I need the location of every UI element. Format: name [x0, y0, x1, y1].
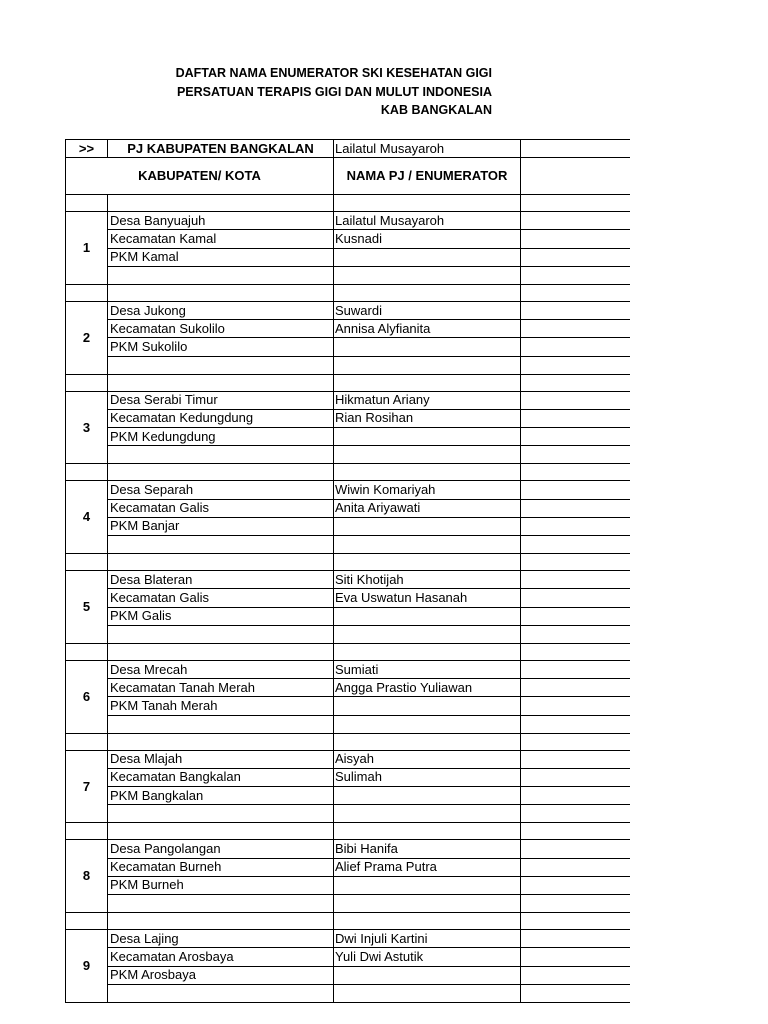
table-row — [66, 715, 631, 733]
location-cell: Desa Separah — [108, 481, 334, 499]
empty-cell — [334, 643, 521, 660]
spacer-row — [66, 913, 631, 930]
empty-cell — [521, 517, 631, 535]
empty-cell — [108, 356, 334, 374]
table-row — [66, 787, 631, 805]
enumerator-name-cell — [334, 338, 521, 356]
empty-cell — [521, 930, 631, 948]
location-cell: PKM Tanah Merah — [108, 697, 334, 715]
table-row — [66, 266, 631, 284]
empty-cell — [521, 643, 631, 660]
empty-cell — [521, 607, 631, 625]
empty-cell — [108, 643, 334, 660]
empty-cell — [521, 374, 631, 391]
document-title: DAFTAR NAMA ENUMERATOR SKI KESEHATAN GIGI — [175, 66, 492, 80]
location-cell: Kecamatan Bangkalan — [108, 768, 334, 786]
empty-cell — [66, 554, 108, 571]
enumerator-name-cell: Suwardi — [334, 301, 521, 319]
empty-cell — [521, 715, 631, 733]
table-row — [66, 876, 631, 894]
pj-marker: >> — [66, 140, 108, 158]
enumerator-name-cell: Yuli Dwi Astutik — [334, 948, 521, 966]
empty-cell — [521, 876, 631, 894]
empty-cell — [334, 195, 521, 212]
enumerator-name-cell — [334, 697, 521, 715]
empty-cell — [521, 195, 631, 212]
location-cell: PKM Kedungdung — [108, 428, 334, 446]
empty-cell — [521, 948, 631, 966]
table-row — [66, 536, 631, 554]
table-row — [66, 930, 631, 948]
empty-cell — [521, 428, 631, 446]
group-number: 6 — [66, 660, 108, 733]
document-subtitle: PERSATUAN TERAPIS GIGI DAN MULUT INDONESIA — [176, 85, 492, 99]
spacer-row — [66, 733, 631, 750]
empty-cell — [334, 536, 521, 554]
location-cell: PKM Bangkalan — [108, 787, 334, 805]
empty-cell — [334, 374, 521, 391]
empty-cell — [334, 266, 521, 284]
empty-cell — [108, 733, 334, 750]
group-number: 7 — [66, 750, 108, 823]
group-number: 8 — [66, 840, 108, 913]
empty-cell — [334, 984, 521, 1002]
location-cell: Kecamatan Tanah Merah — [108, 679, 334, 697]
table-row — [66, 625, 631, 643]
empty-cell — [334, 733, 521, 750]
table-row — [66, 840, 631, 858]
enumerator-name-cell — [334, 248, 521, 266]
location-cell: Desa Blateran — [108, 571, 334, 589]
empty-cell — [108, 284, 334, 301]
location-cell: Kecamatan Sukolilo — [108, 320, 334, 338]
empty-cell — [108, 266, 334, 284]
spacer-row — [66, 195, 631, 212]
empty-cell — [108, 195, 334, 212]
location-cell: PKM Kamal — [108, 248, 334, 266]
empty-cell — [108, 374, 334, 391]
empty-cell — [521, 338, 631, 356]
location-cell: Kecamatan Galis — [108, 499, 334, 517]
location-cell: Kecamatan Kedungdung — [108, 409, 334, 427]
empty-cell — [334, 823, 521, 840]
enumerator-name-cell: Dwi Injuli Kartini — [334, 930, 521, 948]
group-number: 4 — [66, 481, 108, 554]
empty-cell — [521, 554, 631, 571]
location-cell: PKM Burneh — [108, 876, 334, 894]
spacer-row — [66, 643, 631, 660]
location-cell: PKM Sukolilo — [108, 338, 334, 356]
enumerator-name-cell: Sumiati — [334, 660, 521, 678]
empty-cell — [521, 301, 631, 319]
column-header-row — [66, 158, 631, 195]
empty-cell — [521, 823, 631, 840]
location-cell: Kecamatan Burneh — [108, 858, 334, 876]
enumerator-name-cell — [334, 428, 521, 446]
empty-cell — [66, 913, 108, 930]
enumerator-name-cell: Kusnadi — [334, 230, 521, 248]
table-row — [66, 858, 631, 876]
enumerator-name-cell: Anita Ariyawati — [334, 499, 521, 517]
empty-cell — [108, 715, 334, 733]
empty-cell — [521, 158, 631, 195]
empty-cell — [66, 823, 108, 840]
table-row — [66, 697, 631, 715]
empty-cell — [521, 536, 631, 554]
table-row — [66, 230, 631, 248]
pj-label: PJ KABUPATEN BANGKALAN — [108, 140, 334, 158]
table-row — [66, 607, 631, 625]
table-row — [66, 356, 631, 374]
empty-cell — [334, 554, 521, 571]
enumerator-name-cell: Bibi Hanifa — [334, 840, 521, 858]
empty-cell — [66, 464, 108, 481]
column-header-kabupaten: KABUPATEN/ KOTA — [66, 158, 334, 195]
empty-cell — [521, 266, 631, 284]
table-row — [66, 984, 631, 1002]
enumerator-name-cell — [334, 966, 521, 984]
group-number: 1 — [66, 212, 108, 285]
empty-cell — [334, 913, 521, 930]
empty-cell — [108, 446, 334, 464]
empty-cell — [521, 409, 631, 427]
table-row — [66, 966, 631, 984]
empty-cell — [521, 840, 631, 858]
empty-cell — [334, 464, 521, 481]
empty-cell — [108, 984, 334, 1002]
location-cell: Kecamatan Arosbaya — [108, 948, 334, 966]
spacer-row — [66, 554, 631, 571]
table-row — [66, 805, 631, 823]
table-row — [66, 301, 631, 319]
location-cell: PKM Galis — [108, 607, 334, 625]
empty-cell — [521, 768, 631, 786]
empty-cell — [66, 643, 108, 660]
empty-cell — [521, 984, 631, 1002]
location-cell: PKM Arosbaya — [108, 966, 334, 984]
location-cell: Desa Banyuajuh — [108, 212, 334, 230]
table-row — [66, 750, 631, 768]
empty-cell — [334, 284, 521, 301]
empty-cell — [521, 858, 631, 876]
location-cell: Kecamatan Kamal — [108, 230, 334, 248]
empty-cell — [521, 787, 631, 805]
empty-cell — [521, 589, 631, 607]
empty-cell — [108, 895, 334, 913]
enumerator-table — [65, 139, 630, 1003]
empty-cell — [521, 248, 631, 266]
empty-cell — [521, 230, 631, 248]
empty-cell — [334, 625, 521, 643]
empty-cell — [108, 805, 334, 823]
location-cell: Desa Mrecah — [108, 660, 334, 678]
enumerator-name-cell — [334, 607, 521, 625]
table-row — [66, 320, 631, 338]
empty-cell — [334, 356, 521, 374]
enumerator-name-cell: Rian Rosihan — [334, 409, 521, 427]
enumerator-name-cell: Angga Prastio Yuliawan — [334, 679, 521, 697]
empty-cell — [334, 895, 521, 913]
empty-cell — [521, 805, 631, 823]
pj-name: Lailatul Musayaroh — [334, 140, 521, 158]
empty-cell — [66, 284, 108, 301]
empty-cell — [521, 697, 631, 715]
enumerator-name-cell: Siti Khotijah — [334, 571, 521, 589]
group-number: 3 — [66, 391, 108, 464]
empty-cell — [521, 481, 631, 499]
table-row — [66, 481, 631, 499]
table-row — [66, 409, 631, 427]
table-row — [66, 679, 631, 697]
location-cell: Desa Lajing — [108, 930, 334, 948]
table-row — [66, 517, 631, 535]
empty-cell — [521, 733, 631, 750]
spacer-row — [66, 464, 631, 481]
table-row — [66, 248, 631, 266]
table-row — [66, 895, 631, 913]
empty-cell — [521, 391, 631, 409]
table-row — [66, 428, 631, 446]
enumerator-name-cell — [334, 876, 521, 894]
table-row — [66, 589, 631, 607]
empty-cell — [334, 446, 521, 464]
empty-cell — [521, 966, 631, 984]
pj-row — [66, 140, 631, 158]
enumerator-name-cell — [334, 517, 521, 535]
group-number: 5 — [66, 571, 108, 644]
table-row — [66, 571, 631, 589]
enumerator-name-cell: Eva Uswatun Hasanah — [334, 589, 521, 607]
location-cell: Desa Pangolangan — [108, 840, 334, 858]
table-row — [66, 446, 631, 464]
enumerator-name-cell — [334, 787, 521, 805]
empty-cell — [108, 625, 334, 643]
document-region: KAB BANGKALAN — [380, 103, 492, 117]
table-row — [66, 391, 631, 409]
empty-cell — [521, 679, 631, 697]
enumerator-name-cell: Hikmatun Ariany — [334, 391, 521, 409]
empty-cell — [334, 715, 521, 733]
empty-cell — [521, 464, 631, 481]
empty-cell — [108, 913, 334, 930]
empty-cell — [66, 195, 108, 212]
empty-cell — [521, 750, 631, 768]
enumerator-name-cell: Wiwin Komariyah — [334, 481, 521, 499]
table-row — [66, 768, 631, 786]
empty-cell — [521, 625, 631, 643]
location-cell: Desa Mlajah — [108, 750, 334, 768]
empty-cell — [108, 464, 334, 481]
column-header-nama: NAMA PJ / ENUMERATOR — [334, 158, 521, 195]
spacer-row — [66, 823, 631, 840]
table-row — [66, 499, 631, 517]
empty-cell — [521, 660, 631, 678]
empty-cell — [108, 823, 334, 840]
empty-cell — [521, 212, 631, 230]
empty-cell — [66, 374, 108, 391]
empty-cell — [521, 284, 631, 301]
empty-cell — [334, 805, 521, 823]
empty-cell — [108, 536, 334, 554]
empty-cell — [521, 320, 631, 338]
group-number: 9 — [66, 930, 108, 1003]
empty-cell — [521, 913, 631, 930]
empty-cell — [521, 571, 631, 589]
empty-cell — [521, 499, 631, 517]
table-row — [66, 948, 631, 966]
enumerator-name-cell: Sulimah — [334, 768, 521, 786]
enumerator-name-cell: Lailatul Musayaroh — [334, 212, 521, 230]
enumerator-name-cell: Annisa Alyfianita — [334, 320, 521, 338]
spacer-row — [66, 284, 631, 301]
enumerator-name-cell: Aisyah — [334, 750, 521, 768]
location-cell: Kecamatan Galis — [108, 589, 334, 607]
empty-cell — [521, 140, 631, 158]
enumerator-name-cell: Alief Prama Putra — [334, 858, 521, 876]
empty-cell — [521, 356, 631, 374]
spacer-row — [66, 374, 631, 391]
location-cell: Desa Serabi Timur — [108, 391, 334, 409]
empty-cell — [66, 733, 108, 750]
group-number: 2 — [66, 301, 108, 374]
empty-cell — [108, 554, 334, 571]
table-row — [66, 338, 631, 356]
empty-cell — [521, 895, 631, 913]
table-row — [66, 660, 631, 678]
location-cell: PKM Banjar — [108, 517, 334, 535]
table-row — [66, 212, 631, 230]
location-cell: Desa Jukong — [108, 301, 334, 319]
empty-cell — [521, 446, 631, 464]
